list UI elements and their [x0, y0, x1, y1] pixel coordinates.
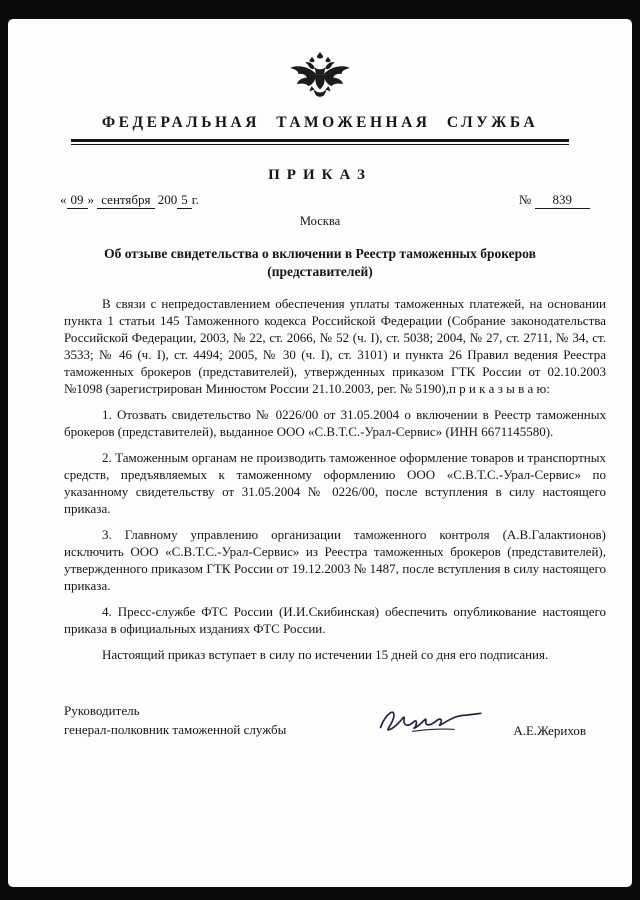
handwritten-signature-icon	[374, 703, 489, 737]
order-paragraph-item2: 2. Таможенным органам не производить таможенное оформление товаров и транспортных средств, предъявляемых к таможенному оформлению ООО «С.В.Т.С.-Урал-Сервис» по указанному свидетельству от 31.05.2004 № 0226/00, после вступления в силу настоящего приказа.	[64, 450, 606, 516]
header-rule-thin	[71, 144, 569, 145]
header-rule-thick	[71, 139, 569, 142]
order-meta-row	[60, 192, 590, 209]
emblem-container	[8, 51, 632, 106]
date-year-prefix: 200	[157, 192, 178, 207]
signer-position-line1: Руководитель	[64, 703, 140, 718]
order-subject	[68, 245, 572, 281]
order-number	[519, 192, 590, 209]
date-year-letter: г.	[191, 192, 199, 207]
date-day: 09	[67, 192, 88, 209]
date-close-quote: »	[87, 192, 94, 207]
agency-name: ФЕДЕРАЛЬНАЯ ТАМОЖЕННАЯ СЛУЖБА	[101, 114, 539, 131]
number-value: 839	[535, 192, 591, 209]
city-label: Москва	[299, 214, 341, 228]
number-label: №	[518, 192, 532, 207]
order-date	[60, 192, 199, 209]
signer-position-line2: генерал-полковник таможенной службы	[64, 722, 287, 737]
document-page	[8, 19, 632, 887]
date-year-suffix: 5	[177, 192, 192, 209]
order-paragraph-effective: Настоящий приказ вступает в силу по истечении 15 дней со дня его подписания.	[102, 647, 549, 662]
signature-block	[64, 701, 586, 739]
order-paragraph-preamble: В связи с непредоставлением обеспечения уплаты таможенных платежей, на основании пункта 1 статьи 145 Таможенного кодекса Российской Федерации (Собрание законодательства Российской Федерации, 2003, № 22, ст. 2066, № 52 (ч. I), ст. 5038; 2004, № 27, ст. 2711, № 34, ст. 3533; № 46 (ч. I), ст. 4494; 2005, № 30 (ч. I), ст. 3101) и пункта 26 Правил ведения Реестра таможенных брокеров (представителей), утвержденных приказом ГТК России от 02.10.2003 №1098 (зарегистрирован Минюстом России 21.10.2003, рег. № 5190),п р и к а з ы в а ю:	[64, 296, 606, 396]
order-subject-line1: Об отзыве свидетельства о включении в Реестр таможенных брокеров	[104, 246, 536, 261]
order-paragraph-item1: 1. Отозвать свидетельство № 0226/00 от 31.05.2004 о включении в Реестр таможенных брокеров (представителей), выданное ООО «С.В.Т.С.-Урал-Сервис» (ИНН 6671145580).	[64, 407, 606, 439]
order-body	[64, 295, 606, 663]
date-month: сентября	[97, 192, 154, 209]
order-subject-line2: (представителей)	[267, 264, 373, 279]
order-paragraph-item4: 4. Пресс-службе ФТС России (И.И.Скибинская) обеспечить опубликование настоящего приказа в официальных изданиях ФТС России.	[64, 604, 606, 636]
document-type-title: ПРИКАЗ	[268, 167, 372, 183]
signer-name: А.Е.Жерихов	[513, 723, 586, 738]
date-open-quote: «	[60, 192, 67, 207]
order-paragraph-item3: 3. Главному управлению организации таможенного контроля (А.В.Галактионов) исключить ООО «С.В.Т.С.-Урал-Сервис» из Реестра таможенных брокеров (представителей), утвержденного приказом ГТК России от 19.12.2003 № 1487, после вступления в силу настоящего приказа.	[64, 527, 606, 593]
double-headed-eagle-icon	[288, 51, 352, 101]
